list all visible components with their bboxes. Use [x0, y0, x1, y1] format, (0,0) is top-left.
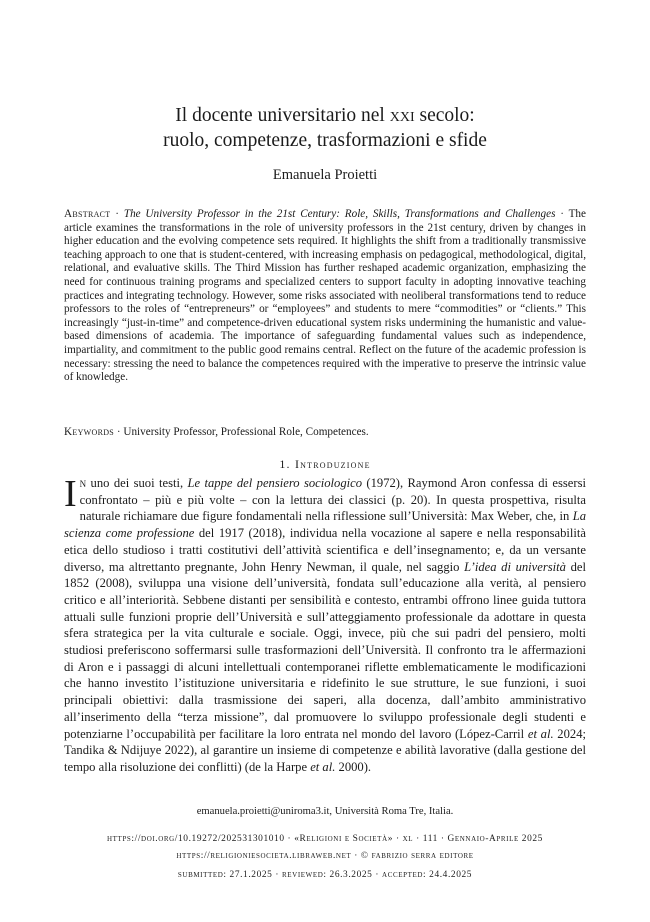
- keywords: Keywords · University Professor, Professional Role, Competences.: [64, 426, 369, 438]
- title-line-2: ruolo, competenze, trasformazioni e sfide: [163, 130, 487, 151]
- author-affiliation-footnote: emanuela.proietti@uniroma3.it, Università Roma Tre, Italia.: [196, 806, 454, 817]
- abstract-text: The article examines the transformations in the role of university professors in the 21st century, driven by changes in higher education and the evolving competence sets required. It highlights the shift from a traditionally transmissive teaching approach to one that is student-centered, with increasing emphasis on pedagogical, methodological, digital, relational, and evaluative skills. The Third Mission has further reshaped academic organization, emphasizing the need for continuous training programs and specialized centers to support faculty in adopting innovative teaching practices and integrating technology. However, some risks associated with neoliberal transformations tend to reduce professors to the roles of “entrepreneurs” or “employees” and students to mere “commodities” or “clients.” This increasingly “just-in-time” and competence-driven educational system risks undermining the humanistic and value-based dimensions of academia. The importance of safeguarding fundamental values such as independence, impartiality, and commitment to the public good remains central. Reflect on the future of the academic profession is necessary: stressing the need to balance the competences required with the imperative to preserve the intrinsic value of knowledge.: [64, 208, 586, 384]
- cited-work-title: L’idea di università: [464, 559, 566, 574]
- drop-cap: I: [64, 473, 77, 515]
- author-name: Emanuela Proietti: [272, 167, 378, 183]
- keywords-label: Keywords: [64, 426, 115, 438]
- keywords-text: University Professor, Professional Role, Competences.: [123, 426, 369, 438]
- colophon-dates-line: submitted: 27.1.2025 · reviewed: 26.3.2025 · accepted: 24.4.2025: [177, 870, 473, 880]
- cited-work-title: La scienza come professione: [64, 509, 586, 541]
- section-number: 1.: [279, 457, 291, 471]
- colophon-publisher-line: https://religioniesocieta.libraweb.net · © fabrizio serra editore: [176, 851, 474, 861]
- cited-work-title: Le tappe del pensiero sociologico: [187, 476, 363, 490]
- abstract-english-title: The University Professor in the 21st Century: Role, Skills, Transformations and Challenges: [123, 208, 556, 220]
- colophon-doi-line: https://doi.org/10.19272/202531301010 · «Religioni e Società» · xl · 111 · Gennaio-Aprile 2025: [107, 834, 543, 844]
- abstract: Abstract · The University Professor in the 21st Century: Role, Skills, Transformations and Challenges · The article examines the transformations in the role of university professors in the 21st century, driven by changes in higher education and the evolving competence sets required. It highlights the shift from a traditionally transmissive teaching approach to one that is student-centered, with increasing emphasis on pedagogical, methodological, digital, relational, and evaluative skills. The Third Mission has further reshaped academic organization, emphasizing the need for continuous training programs and specialized centers to support faculty in adopting innovative teaching practices and integrating technology. However, some risks associated with neoliberal transformations tend to reduce professors to the roles of “entrepreneurs” or “employees” and students to mere “commodities” or “clients.” This increasingly “just-in-time” and competence-driven educational system risks undermining the humanistic and value-based dimensions of academia. The importance of safeguarding fundamental values such as independence, impartiality, and commitment to the public good remains central. Reflect on the future of the academic profession is necessary: stressing the need to balance the competences required with the imperative to preserve the intrinsic value of knowledge.: [64, 208, 586, 384]
- article-title: [0, 103, 650, 153]
- title-line-1: Il docente universitario nel xxi secolo:: [175, 105, 475, 126]
- section-title: Introduzione: [294, 457, 371, 471]
- section-heading: [0, 457, 650, 472]
- abstract-label: Abstract: [64, 208, 111, 220]
- body-paragraph: In uno dei suoi testi, Le tappe del pensiero sociologico (1972), Raymond Aron confessa di essersi confrontato – più e più volte – con la lettura dei classici (p. 20). In questa prospettiva, risulta naturale richiamare due figure fondamentali nella riflessione sull’Università: Max Weber, che, in La scienza come professione del 1917 (2018), individua nella vocazione al sapere e nella responsabilità etica dello studioso i tratti costitutivi dell’attività scientifica e dell’insegnamento; e, da un versante diverso, ma altrettanto pregnante, John Henry Newman, il quale, nel saggio L’idea di università del 1852 (2008), sviluppa una visione dell’università, fondata sull’educazione alla verità, al pensiero critico e all’interiorità. Sebbene distanti per sensibilità e contesto, entrambi offrono linee guida tuttora attuali sulle funzioni proprie dell’Università e sull’atteggiamento professionale da adottare in questa sfera strategica per la vita culturale e sociale. Oggi, invece, più che sui padri del pensiero, molti studiosi preferiscono soffermarsi sulle trasformazioni dell’Università. Il confronto tra le affermazioni di Aron e i passaggi di alcuni intellettuali contemporanei riflette emblematicamente le modificazioni che hanno investito l’istituzione universitaria e ridefinito le sue strutture, le sue funzioni, i suoi principali obiettivi: dalla trasmissione dei saperi, alla docenza, dall’ambito amministrativo all’inserimento della “terza missione”, dal promuovere lo sviluppo professionale degli studenti e potenziarne l’occupabilità per facilitare la loro entrata nel mondo del lavoro (López-Carril et al. 2024; Tandika & Ndijuye 2022), al garantire un insieme di competenze e abilità lavorative (dalla gestione del tempo alla risoluzione dei conflitti) (de la Harpe et al. 2000).: [64, 473, 586, 774]
